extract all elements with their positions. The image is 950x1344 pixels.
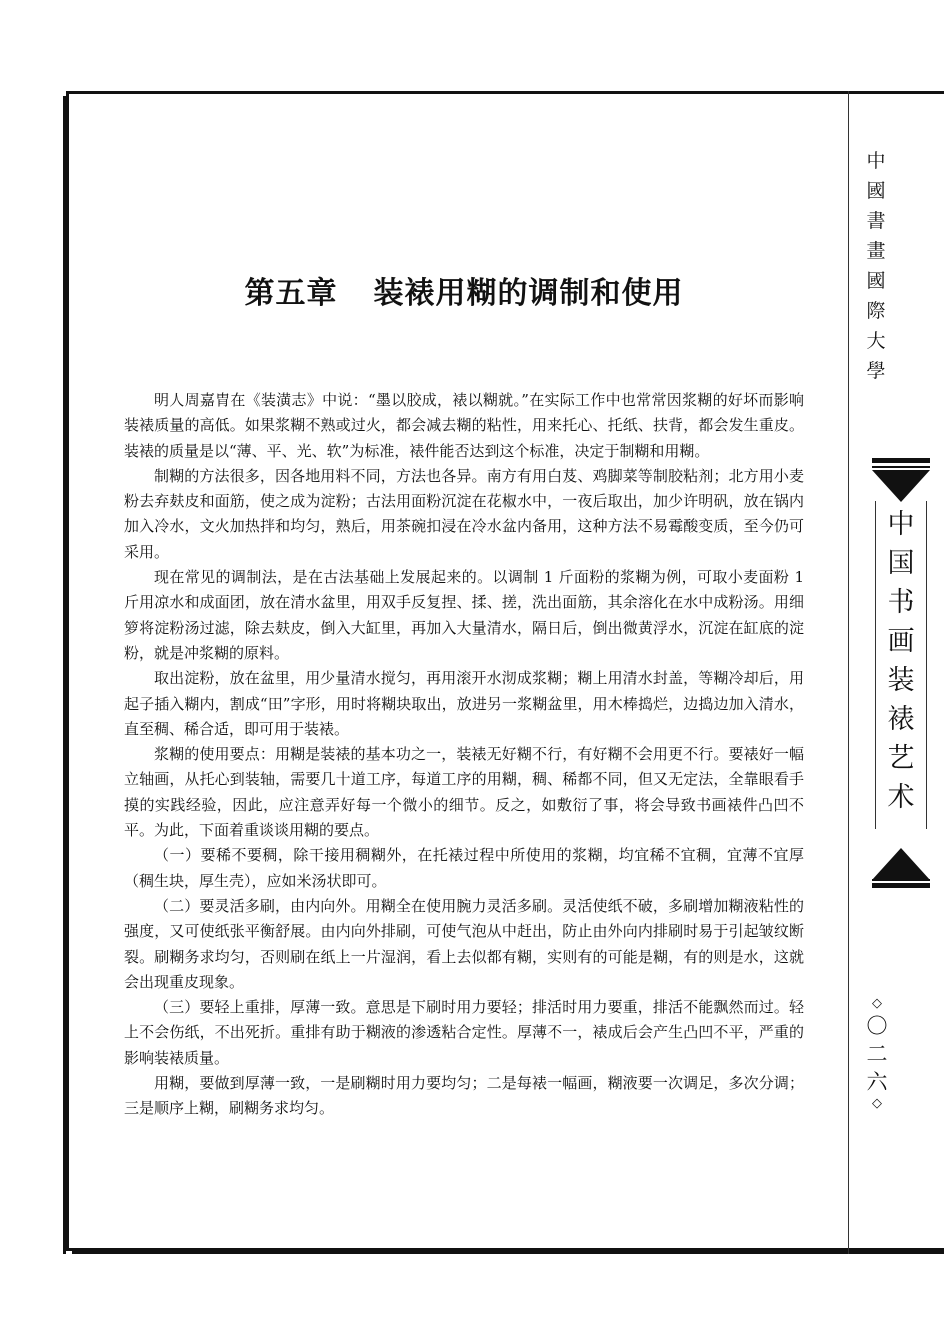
ornament-triangle	[872, 848, 930, 880]
paragraph: 用糊，要做到厚薄一致，一是刷糊时用力要均匀；二是每裱一幅画，糊液要一次调足，多次分调；三是顺序上糊，刷糊务求均匀。	[124, 1074, 804, 1118]
book-title-char: 画	[887, 626, 915, 657]
ornament-bar	[872, 466, 930, 468]
diamond-icon: ◇	[872, 1096, 882, 1111]
ornament-triangle	[872, 470, 930, 502]
book-title-char: 术	[887, 782, 915, 813]
page-digit: 〇	[866, 1014, 888, 1038]
diamond-icon: ◇	[872, 996, 882, 1011]
ornament-bar	[872, 458, 930, 463]
title-rail	[926, 501, 927, 829]
paragraph: 明人周嘉胄在《装潢志》中说：“墨以胶成，裱以糊就。”在实际工作中也常常因浆糊的好坏而影响装裱质量的高低。如果浆糊不熟或过火，都会减去糊的粘性，用来托心、托纸、扶背，都会发生重皮。装裱的质量是以“薄、平、光、软”为标准，裱件能否达到这个标准，决定于制糊和用糊。	[124, 391, 804, 460]
chapter-heading: 装裱用糊的调制和使用	[373, 276, 684, 311]
book-title-char: 国	[887, 548, 915, 579]
title-rail	[875, 501, 876, 829]
school-char: 學	[866, 360, 886, 382]
school-char: 國	[866, 270, 886, 292]
page-number	[862, 996, 892, 1112]
paragraph: （二）要灵活多刷，由内向外。用糊全在使用腕力灵活多刷。灵活使纸不破，多刷增加糊液粘性的强度，又可使纸张平衡舒展。由内向外排刷，可使气泡从中赶出，防止由外向内排刷时易于引起皱纹断裂。刷糊务求均匀，否则刷在纸上一片湿润，看上去似都有糊，实则有的可能是糊，有的则是水，这就会出现重皮现象。	[124, 896, 804, 991]
book-title-char: 裱	[887, 704, 915, 735]
side-divider	[848, 91, 849, 1254]
book-title-char: 中	[887, 509, 915, 540]
paragraph: 浆糊的使用要点：用糊是装裱的基本功之一，装裱无好糊不行，有好糊不会用更不行。要裱好一幅立轴画，从托心到装轴，需要几十道工序，每道工序的用糊，稠、稀都不同，但又无定法，全靠眼看手摸的实践经验，因此，应注意弄好每一个微小的细节。反之，如敷衍了事，将会导致书画裱件凸凹不平。为此，下面着重谈谈用糊的要点。	[124, 745, 804, 840]
page-digit: 六	[866, 1070, 888, 1094]
book-title-char: 艺	[887, 743, 915, 774]
paragraph: （一）要稀不要稠，除干接用稠糊外，在托裱过程中所使用的浆糊，均宜稀不宜稠，宜薄不宜厚（稠生块，厚生壳），应如米汤状即可。	[124, 846, 804, 890]
paragraph: 取出淀粉，放在盆里，用少量清水搅匀，再用滚开水沏成浆糊；糊上用清水封盖，等糊冷却后，用起子插入糊内，割成“田”字形，用时将糊块取出，放进另一浆糊盆里，用木棒捣烂，边捣边加入清水，直至稠、稀合适，即可用于装裱。	[124, 669, 804, 738]
school-char: 中	[866, 150, 886, 172]
paragraph: （三）要轻上重排，厚薄一致。意思是下刷时用力要轻；排活时用力要重，排活不能飘然而过。轻上不会伤纸，不出死折。重排有助于糊液的渗透粘合定性。厚薄不一，裱成后会产生凸凹不平，严重的影响装裱质量。	[124, 998, 804, 1067]
school-char: 際	[866, 300, 886, 322]
ornament-bar	[872, 883, 930, 888]
school-char: 大	[866, 330, 886, 352]
side-book-title	[875, 505, 927, 825]
paragraph: 现在常见的调制法，是在古法基础上发展起来的。以调制 1 斤面粉的浆糊为例，可取小麦面粉 1 斤用凉水和成面团，放在清水盆里，用双手反复捏、揉、搓，洗出面筋，其余溶化在水中成粉汤。用细箩将淀粉汤过滤，除去麸皮，倒入大缸里，再加入大量清水，隔日后，倒出微黄浮水，沉淀在缸底的淀粉，就是冲浆糊的原料。	[124, 568, 804, 662]
paragraph: 制糊的方法很多，因各地用料不同，方法也各异。南方有用白芨、鸡脚菜等制胶粘剂；北方用小麦粉去弃麸皮和面筋，使之成为淀粉；古法用面粉沉淀在花椒水中，一夜后取出，加少许明矾，放在锅内加入冷水，文火加热拌和均匀，熟后，用茶碗扣浸在冷水盆内备用，这种方法不易霉酸变质，至今仍可采用。	[124, 466, 804, 561]
main-content	[124, 268, 804, 1122]
book-title-char: 装	[887, 665, 915, 696]
book-title-char: 书	[887, 587, 915, 618]
chapter-number: 第五章	[244, 276, 338, 311]
ornament-bar	[872, 879, 930, 881]
page-digit: 二	[866, 1042, 888, 1066]
school-char: 書	[866, 210, 886, 232]
school-char: 畫	[866, 240, 886, 262]
chapter-title	[124, 268, 804, 312]
school-char: 國	[866, 180, 886, 202]
frame-shadow	[72, 1251, 944, 1254]
side-school-name	[862, 146, 890, 386]
